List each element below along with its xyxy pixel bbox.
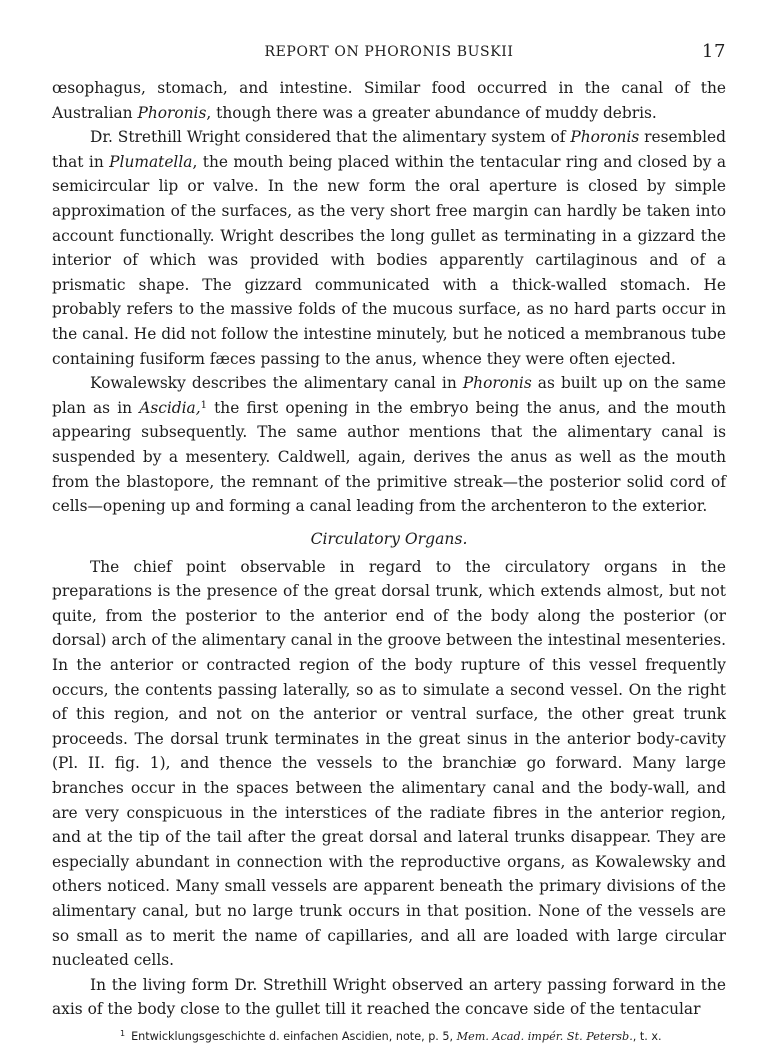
running-head	[52, 40, 726, 64]
footnote: $^1$ Entwicklungsgeschichte d. einfachen Ascidien, note, p. 5, Mem. Acad. impér. St. Petersb., t. x.	[120, 1028, 662, 1043]
section-heading: Circulatory Organs.	[310, 529, 468, 548]
paragraph-2: Dr. Strethill Wright considered that the alimentary system of Phoronis resembled that in Plumatella, the mouth being placed within the tentacular ring and closed by a semicircular lip or valve. In the new form the oral aperture is closed by simple approximation of the surfaces, as the very short free margin can hardly be taken into account functionally. Wright describes the long gullet as terminating in a gizzard the interior of which was provided with bodies apparently cartilaginous and of a prismatic shape. The gizzard communicated with a thick-walled stomach. He probably refers to the massive folds of the mucous surface, as no hard parts occur in the canal. He did not follow the intestine minutely, but he noticed a membranous tube containing fusiform fæces passing to the anus, whence they were often ejected.	[52, 128, 726, 368]
body-text	[52, 76, 726, 1022]
paragraph-5: In the living form Dr. Strethill Wright observed an artery passing forward in the axis of the body close to the gullet till it reached the concave side of the tentacular	[52, 975, 726, 1019]
paragraph-1: œsophagus, stomach, and intestine. Similar food occurred in the canal of the Australian Phoronis, though there was a greater abundance of muddy debris.	[52, 79, 726, 122]
page-number: 17	[701, 41, 726, 62]
paragraph-3: Kowalewsky describes the alimentary canal in Phoronis as built up on the same plan as in Ascidia,$^1$ the first opening in the embryo being the anus, and the mouth appearing subsequently. The same author mentions that the alimentary canal is suspended by a mesentery. Caldwell, again, derives the anus as well as the mouth from the blastopore, the remnant of the primitive streak—the posterior solid cord of cells—opening up and forming a canal leading from the archenteron to the exterior.	[52, 374, 726, 516]
running-title: REPORT ON PHORONIS BUSKII	[264, 44, 514, 60]
footnote-number: 1	[120, 1028, 126, 1038]
page	[52, 40, 726, 1045]
paragraph-4: The chief point observable in regard to the circulatory organs in the preparations is the presence of the great dorsal trunk, which extends almost, but not quite, from the posterior to the anterior end of the body along the posterior (or dorsal) arch of the alimentary canal in the groove between the intestinal mesenteries. In the anterior or contracted region of the body rupture of this vessel frequently occurs, the contents passing laterally, so as to simulate a second vessel. On the right of this region, and not on the anterior or ventral surface, the other great trunk proceeds. The dorsal trunk terminates in the great sinus in the anterior body-cavity (Pl. II. fig. 1), and thence the vessels to the branchiæ go forward. Many large branches occur in the spaces between the alimentary canal and the body-wall, and are very conspicuous in the interstices of the radiate fibres in the anterior region, and at the tip of the tail after the great dorsal and lateral trunks disappear. They are especially abundant in connection with the reproductive organs, as Kowalewsky and others noticed. Many small vessels are apparent beneath the primary divisions of the alimentary canal, but no large trunk occurs in that position. None of the vessels are so small as to merit the name of capillaries, and all are loaded with large circular nucleated cells.	[52, 557, 726, 970]
footnote-marker: 1	[200, 399, 207, 411]
